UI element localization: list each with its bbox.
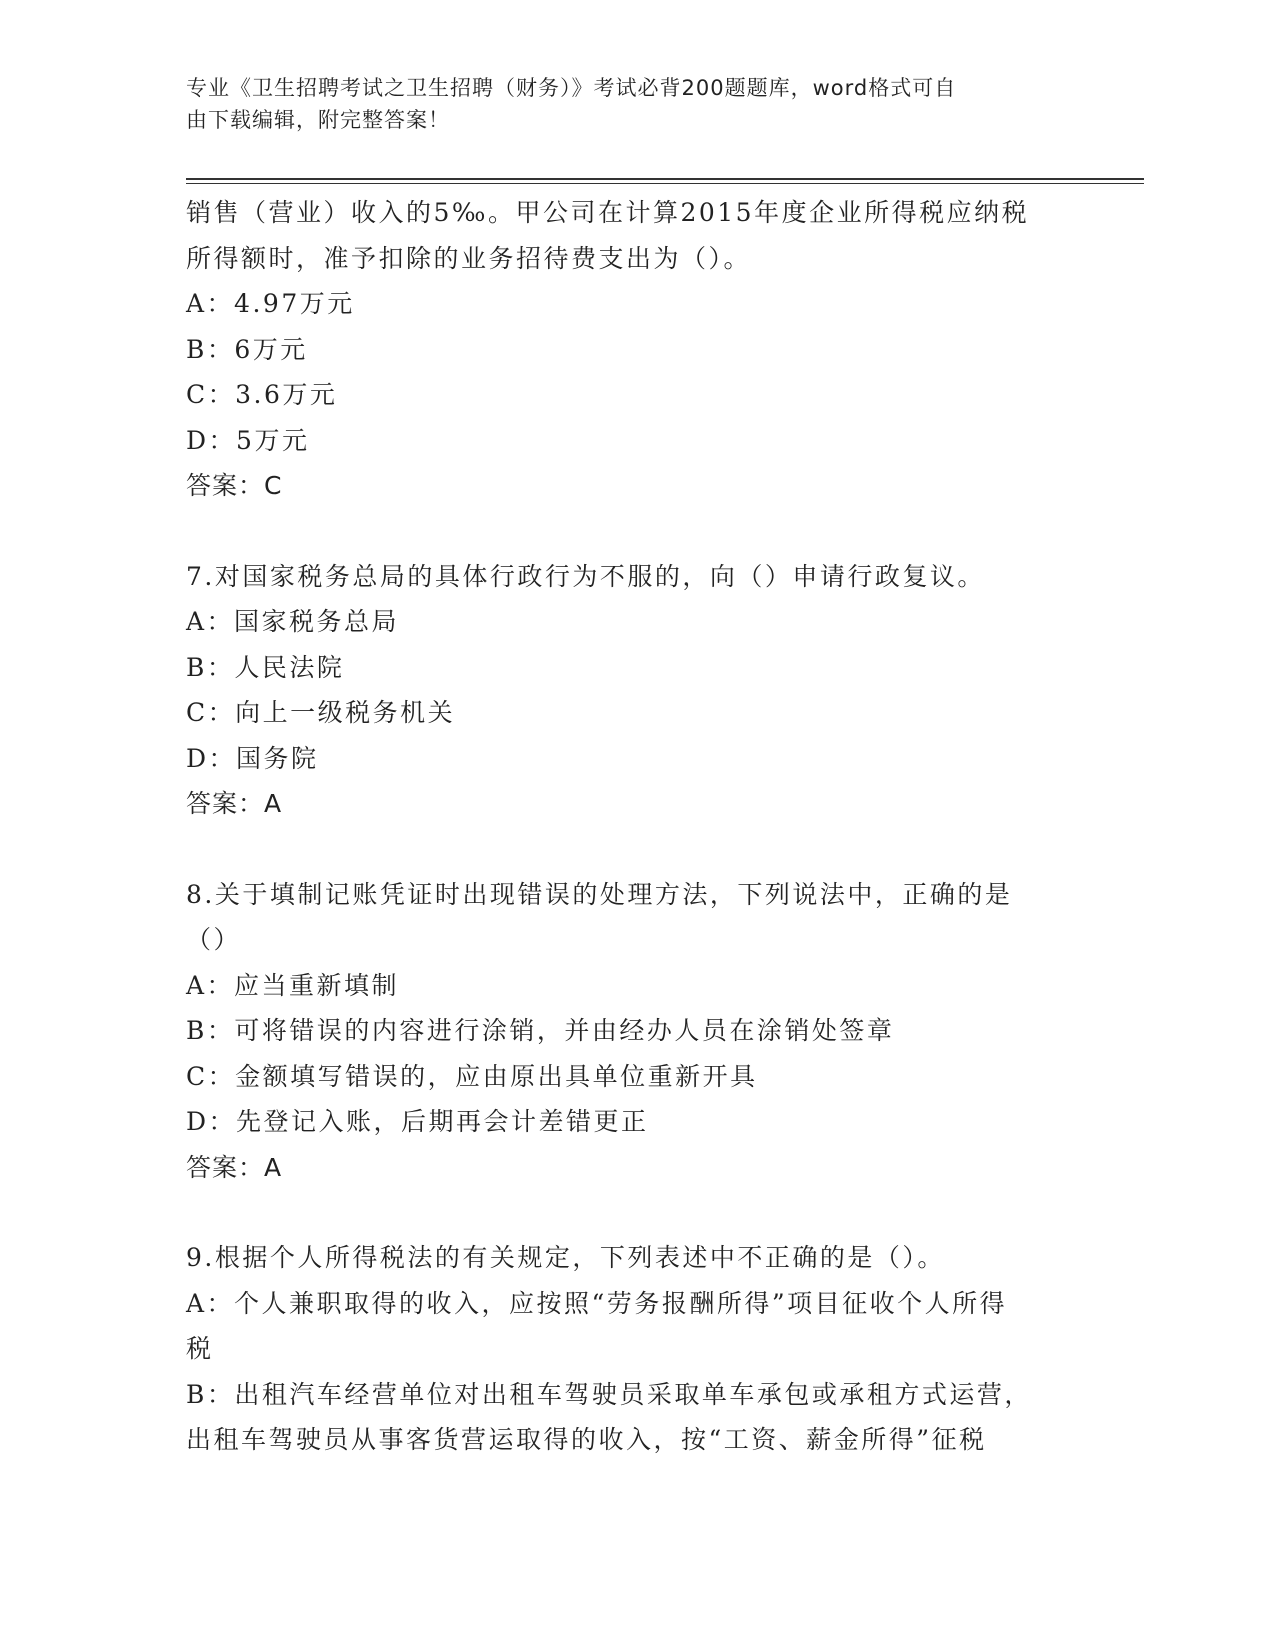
option-b: B：出租汽车经营单位对出租车驾驶员采取单车承包或承租方式运营， [186, 1379, 1032, 1409]
header-line-1: 专业《卫生招聘考试之卫生招聘（财务）》考试必背200题题库，word格式可自 [186, 76, 957, 100]
question-8 [186, 872, 1086, 1191]
spacer [186, 1190, 1086, 1235]
question-stem-line: 7.对国家税务总局的具体行政行为不服的，向（）申请行政复议。 [186, 561, 985, 591]
spacer [186, 509, 1086, 554]
question-6 [186, 190, 1086, 509]
option-a: A：个人兼职取得的收入，应按照“劳务报酬所得”项目征收个人所得 [186, 1288, 1008, 1318]
question-stem-line: 9.根据个人所得税法的有关规定，下列表述中不正确的是（）。 [186, 1243, 945, 1272]
answer-label: 答案：C [186, 471, 283, 500]
question-stem-line: 销售（营业）收入的5‰。甲公司在计算2015年度企业所得税应纳税 [186, 198, 1030, 227]
option-d: D：国务院 [186, 743, 319, 773]
option-c: C：金额填写错误的，应由原出具单位重新开具 [186, 1061, 758, 1091]
question-stem-line: 所得额时，准予扣除的业务招待费支出为（）。 [186, 243, 752, 273]
header-line-2: 由下载编辑，附完整答案！ [186, 108, 450, 132]
option-a: A：应当重新填制 [186, 970, 400, 1000]
header-divider-thick [186, 178, 1144, 180]
option-b: B：可将错误的内容进行涂销，并由经办人员在涂销处签章 [186, 1016, 895, 1045]
question-stem-line: 8.关于填制记账凭证时出现错误的处理方法，下列说法中，正确的是 [186, 879, 1013, 909]
header-divider-thin [186, 183, 1144, 184]
option-a-continued: 税 [186, 1334, 214, 1363]
option-b: B：人民法院 [186, 652, 345, 682]
question-stem-line: （） [186, 925, 242, 954]
option-d: D：先登记入账，后期再会计差错更正 [186, 1107, 649, 1136]
option-a: A：国家税务总局 [186, 607, 400, 636]
option-a: A：4.97万元 [186, 289, 355, 318]
option-d: D：5万元 [186, 425, 310, 455]
question-9 [186, 1235, 1086, 1463]
answer-label: 答案：A [186, 789, 283, 818]
option-c: C：向上一级税务机关 [186, 698, 456, 727]
answer-label: 答案：A [186, 1152, 283, 1182]
option-b-continued: 出租车驾驶员从事客货营运取得的收入，按“工资、薪金所得”征税 [186, 1425, 987, 1454]
document-header [186, 72, 1066, 136]
option-c: C：3.6万元 [186, 380, 338, 409]
document-body [186, 190, 1086, 1463]
spacer [186, 827, 1086, 872]
question-7 [186, 554, 1086, 827]
option-b: B：6万元 [186, 334, 308, 364]
